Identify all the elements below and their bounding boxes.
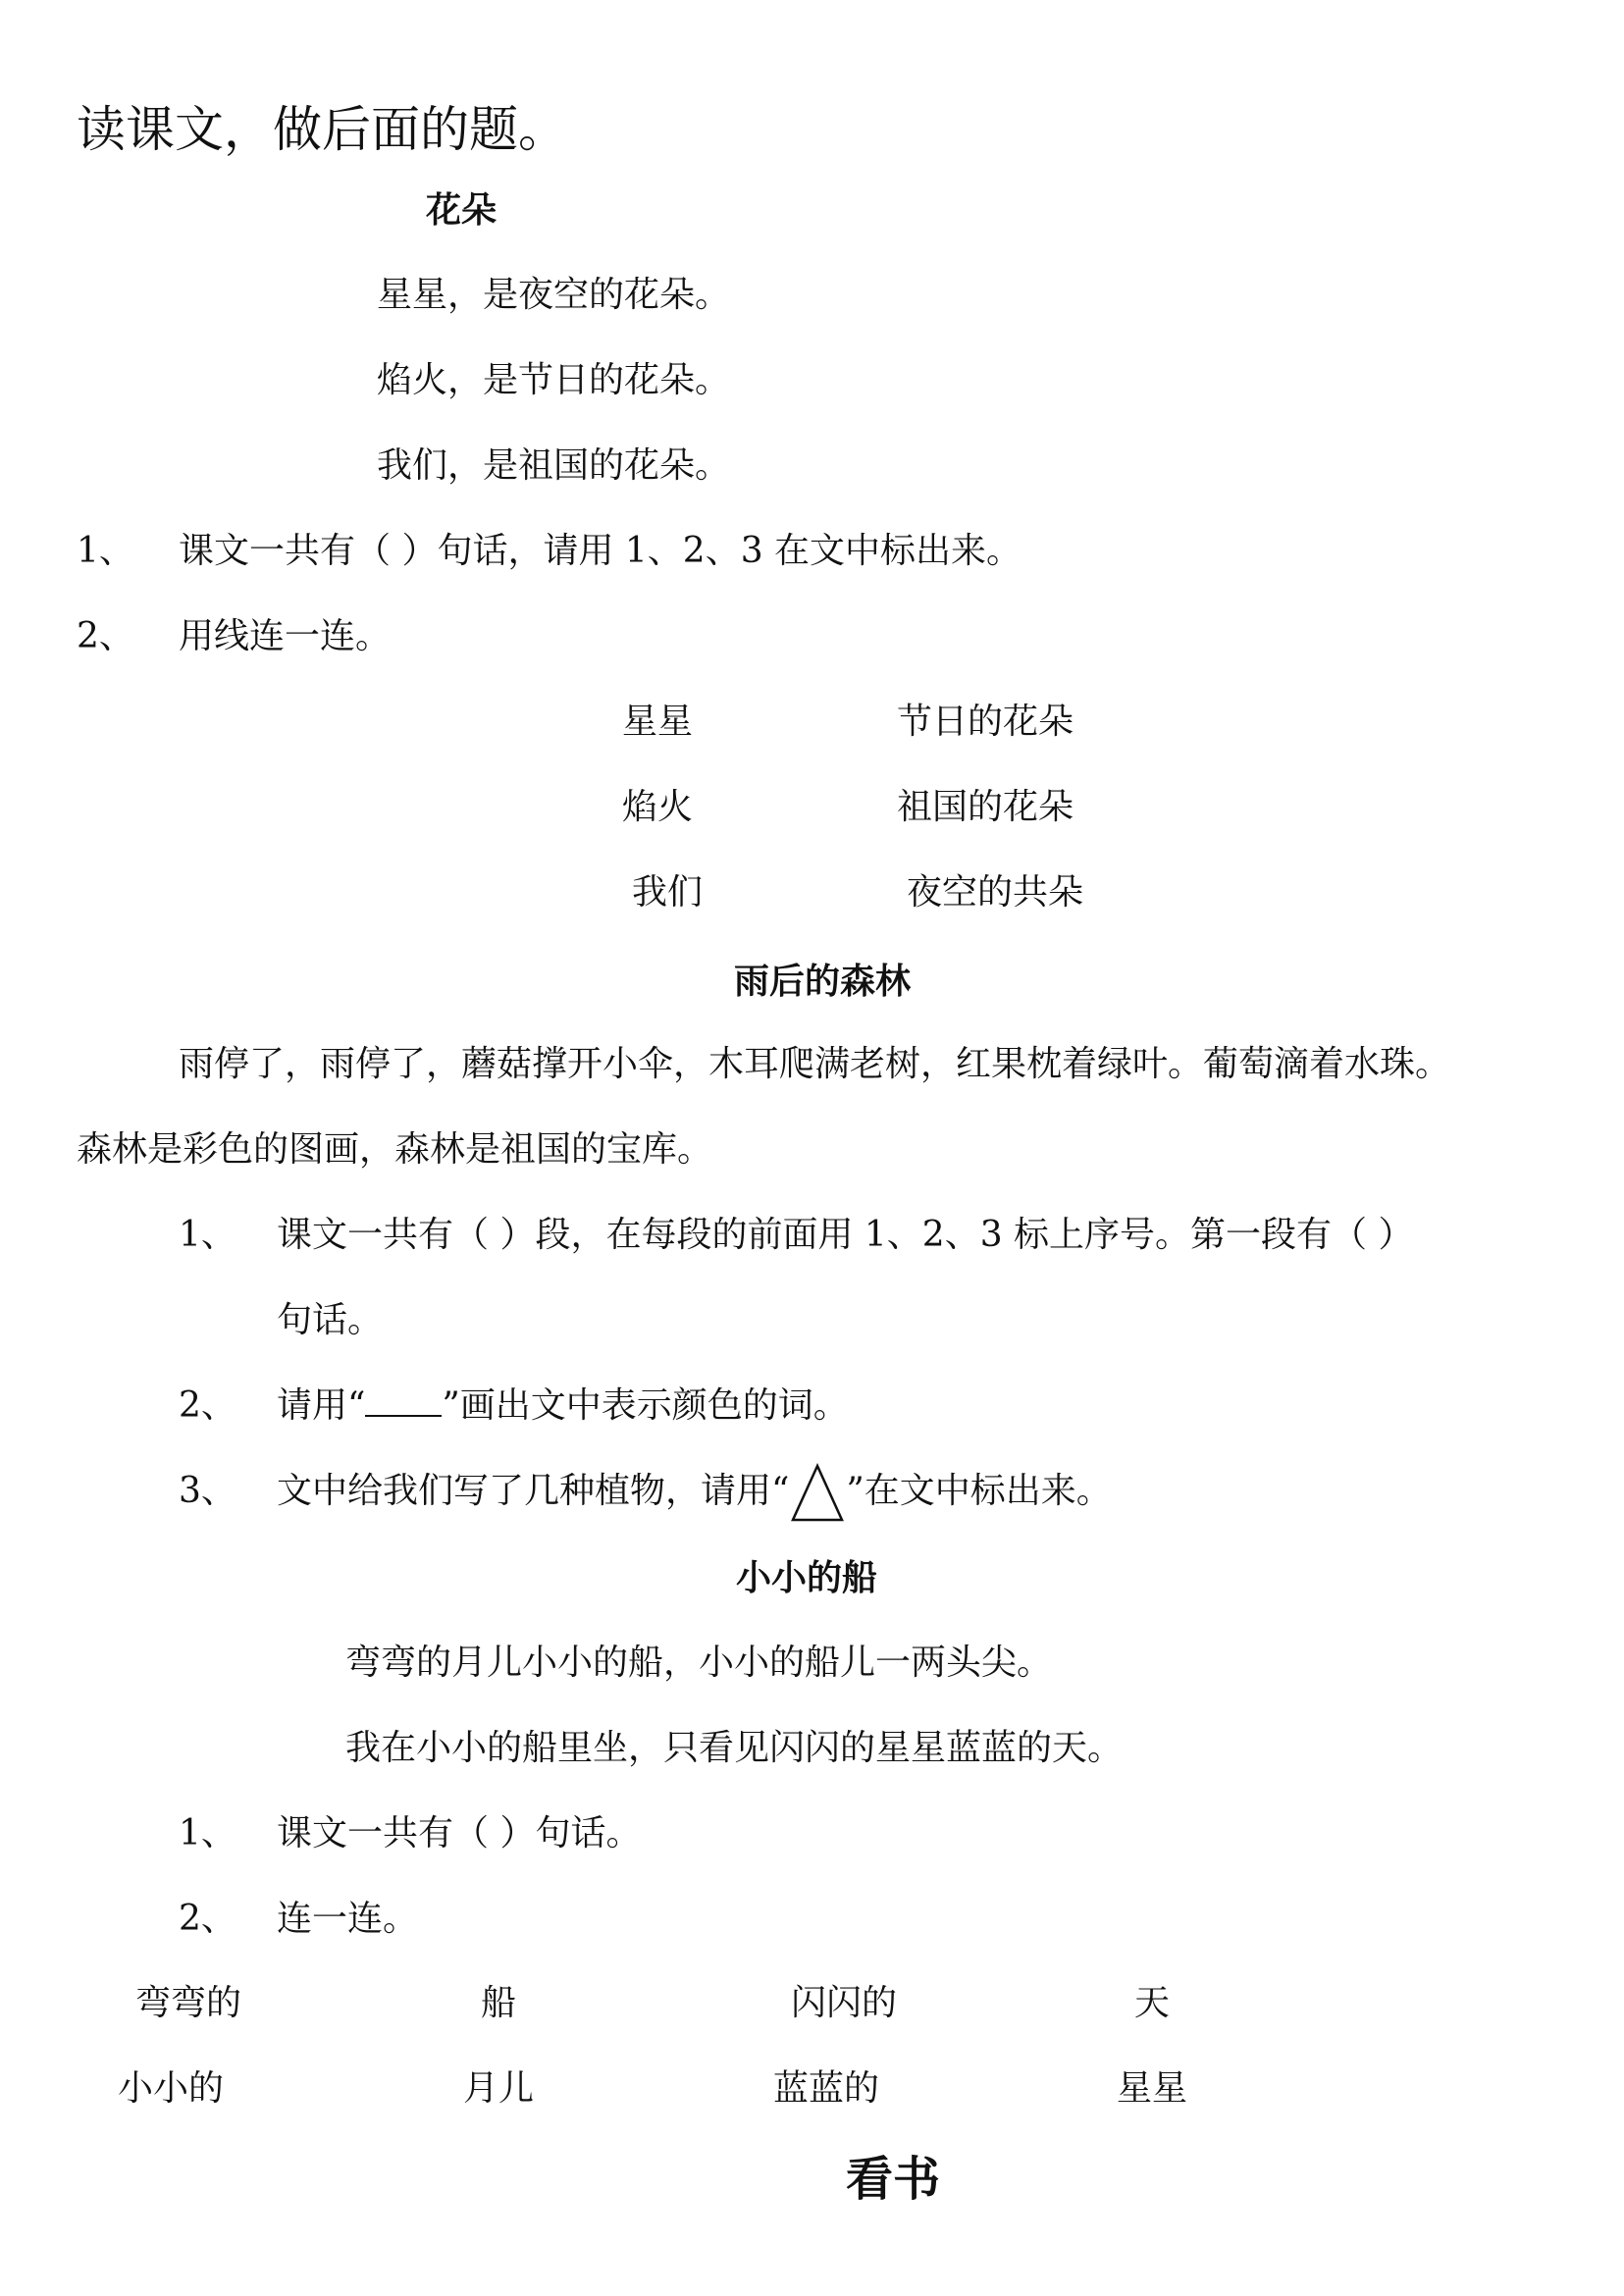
match-item[interactable]: 蓝蓝的: [773, 2068, 880, 2109]
question-number: 1、: [77, 531, 134, 571]
match-left-item[interactable]: 焰火: [622, 787, 694, 827]
instruction: 读课文，做后面的题。: [77, 101, 567, 158]
section-title-flowers: 花朵: [426, 189, 498, 231]
question-text: 请用“ ”画出文中表示颜色的词。: [277, 1385, 849, 1426]
match-item[interactable]: 小小的: [118, 2068, 225, 2109]
question-number: 1、: [179, 1813, 236, 1853]
match-item[interactable]: 星星: [1117, 2068, 1188, 2109]
poem-line: 我们，是祖国的花朵。: [377, 445, 731, 486]
match-left-item[interactable]: 星星: [622, 702, 694, 742]
question-number: 2、: [179, 1385, 236, 1426]
question-number: 2、: [179, 1899, 236, 1939]
match-item[interactable]: 闪闪的: [791, 1983, 898, 2023]
paragraph-line: 森林是彩色的图画，森林是祖国的宝库。: [77, 1129, 713, 1170]
triangle-icon: [789, 1463, 846, 1524]
question-text: 课文一共有（ ）句话，请用 1、2、3 在文中标出来。: [179, 531, 1022, 571]
underline-mark: [365, 1414, 442, 1417]
poem-line: 我在小小的船里坐，只看见闪闪的星星蓝蓝的天。: [345, 1728, 1124, 1768]
match-left-item[interactable]: 我们: [632, 872, 704, 913]
question-text: 课文一共有（ ）句话。: [277, 1813, 642, 1853]
match-right-item[interactable]: 夜空的共朵: [907, 872, 1084, 913]
poem-line: 弯弯的月儿小小的船，小小的船儿一两头尖。: [345, 1643, 1053, 1683]
match-right-item[interactable]: 节日的花朵: [897, 702, 1074, 742]
match-right-item[interactable]: 祖国的花朵: [897, 787, 1074, 827]
paragraph-line: 雨停了，雨停了，蘑菇撑开小伞，木耳爬满老树，红果枕着绿叶。葡萄滴着水珠。: [179, 1044, 1451, 1084]
question-text: 连一连。: [277, 1899, 419, 1939]
question-number: 1、: [179, 1215, 236, 1255]
match-item[interactable]: 弯弯的: [135, 1983, 242, 2023]
question-text: 文中给我们写了几种植物，请用“ ”在文中标出来。: [277, 1463, 1112, 1524]
match-item[interactable]: 月儿: [463, 2068, 535, 2109]
question-number: 3、: [179, 1471, 236, 1511]
match-item[interactable]: 天: [1134, 1983, 1171, 2023]
section-title-reading: 看书: [846, 2152, 941, 2207]
section-title-boat: 小小的船: [736, 1557, 878, 1598]
section-title-forest: 雨后的森林: [734, 961, 912, 1002]
question-text: 用线连一连。: [179, 616, 392, 656]
question-text: 句话。: [277, 1300, 384, 1340]
match-item[interactable]: 船: [481, 1983, 517, 2023]
poem-line: 焰火，是节日的花朵。: [377, 360, 731, 400]
question-number: 2、: [77, 616, 134, 656]
question-text: 课文一共有（ ）段，在每段的前面用 1、2、3 标上序号。第一段有（ ）: [277, 1215, 1414, 1255]
poem-line: 星星，是夜空的花朵。: [377, 275, 731, 315]
